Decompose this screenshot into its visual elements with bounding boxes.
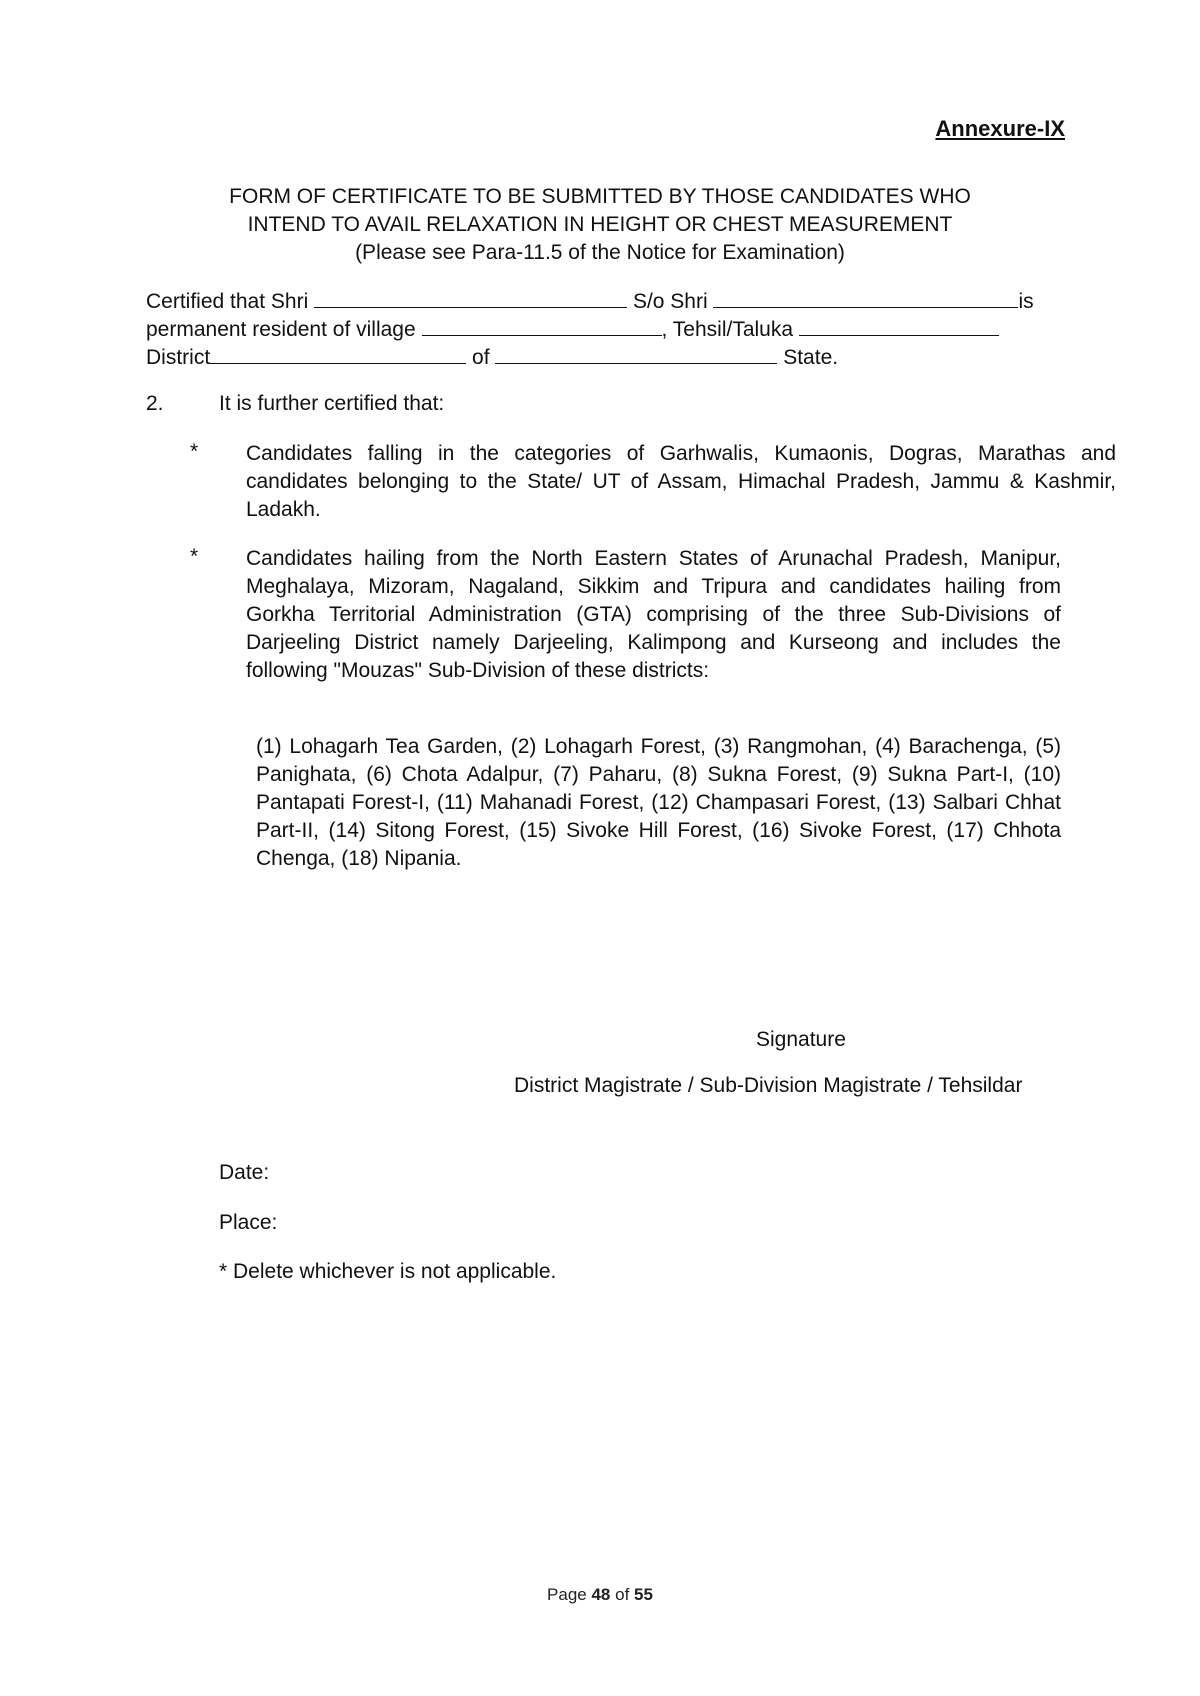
is-label: is <box>1018 290 1034 313</box>
bullet-marker: * <box>190 440 199 463</box>
state-blank[interactable] <box>495 345 777 364</box>
date-label: Date: <box>219 1161 270 1184</box>
district-label: District <box>146 346 211 369</box>
candidate-name-blank[interactable] <box>314 289 627 308</box>
bullet-text-categories: Candidates falling in the categories of Garhwalis, Kumaonis, Dogras, Marathas and candidates belonging to the State/ UT of Assam, Himachal Pradesh, Jammu & Kashmir, Ladakh. <box>246 442 1116 521</box>
son-of-label: S/o Shri <box>632 290 708 313</box>
certificate-line-3 <box>146 345 838 370</box>
page-footer <box>0 1585 1200 1605</box>
of-word: of <box>615 1585 630 1604</box>
para-text: It is further certified that: <box>219 392 445 415</box>
page-number: 48 <box>591 1585 611 1604</box>
state-label: State. <box>783 346 839 369</box>
mouzas-list: (1) Lohagarh Tea Garden, (2) Lohagarh Forest, (3) Rangmohan, (4) Barachenga, (5) Panighata, (6) Chota Adalpur, (7) Paharu, (8) Sukna Forest, (9) Sukna Part-I, (10) Pantapati Forest-I, (11) Mahanadi Forest, (12) Champasari Forest, (13) Salbari Chhat Part-II, (14) Sitong Forest, (15) Sivoke Hill Forest, (16) Sivoke Forest, (17) Chhota Chenga, (18) Nipania. <box>256 735 1061 870</box>
title-line-3: (Please see Para-11.5 of the Notice for Examination) <box>355 241 845 264</box>
certificate-line-2 <box>146 317 999 342</box>
page-total: 55 <box>634 1585 653 1604</box>
bullet-text-north-east: Candidates hailing from the North Eastern States of Arunachal Pradesh, Manipur, Meghalaya, Mizoram, Nagaland, Sikkim and Tripura and candidates hailing from Gorkha Territorial Administration (GTA) comprising of the three Sub-Divisions of Darjeeling District namely Darjeeling, Kalimpong and Kurseong and includes the following "Mouzas" Sub-Division of these districts: <box>246 547 1061 682</box>
para-number: 2. <box>146 392 164 415</box>
signature-label: Signature <box>756 1028 846 1051</box>
certificate-line-1 <box>146 289 1034 314</box>
applicability-note: * Delete whichever is not applicable. <box>219 1260 557 1283</box>
title-line-1: FORM OF CERTIFICATE TO BE SUBMITTED BY THOSE CANDIDATES WHO <box>229 185 971 208</box>
father-name-blank[interactable] <box>713 289 1018 308</box>
district-blank[interactable] <box>210 345 466 364</box>
bullet-marker: * <box>190 545 199 568</box>
tehsil-blank[interactable] <box>799 317 999 336</box>
magistrate-label: District Magistrate / Sub-Division Magistrate / Tehsildar <box>514 1074 1023 1097</box>
title-line-2: INTEND TO AVAIL RELAXATION IN HEIGHT OR CHEST MEASUREMENT <box>247 213 953 236</box>
annexure-label: Annexure-IX <box>935 116 1065 141</box>
certified-that-label: Certified that Shri <box>146 290 309 313</box>
village-label: permanent resident of village <box>146 318 416 341</box>
tehsil-label: , Tehsil/Taluka <box>661 318 794 341</box>
page-word: Page <box>547 1585 587 1604</box>
form-title <box>0 183 1200 267</box>
village-blank[interactable] <box>422 317 662 336</box>
place-label: Place: <box>219 1211 278 1234</box>
of-label: of <box>472 346 490 369</box>
